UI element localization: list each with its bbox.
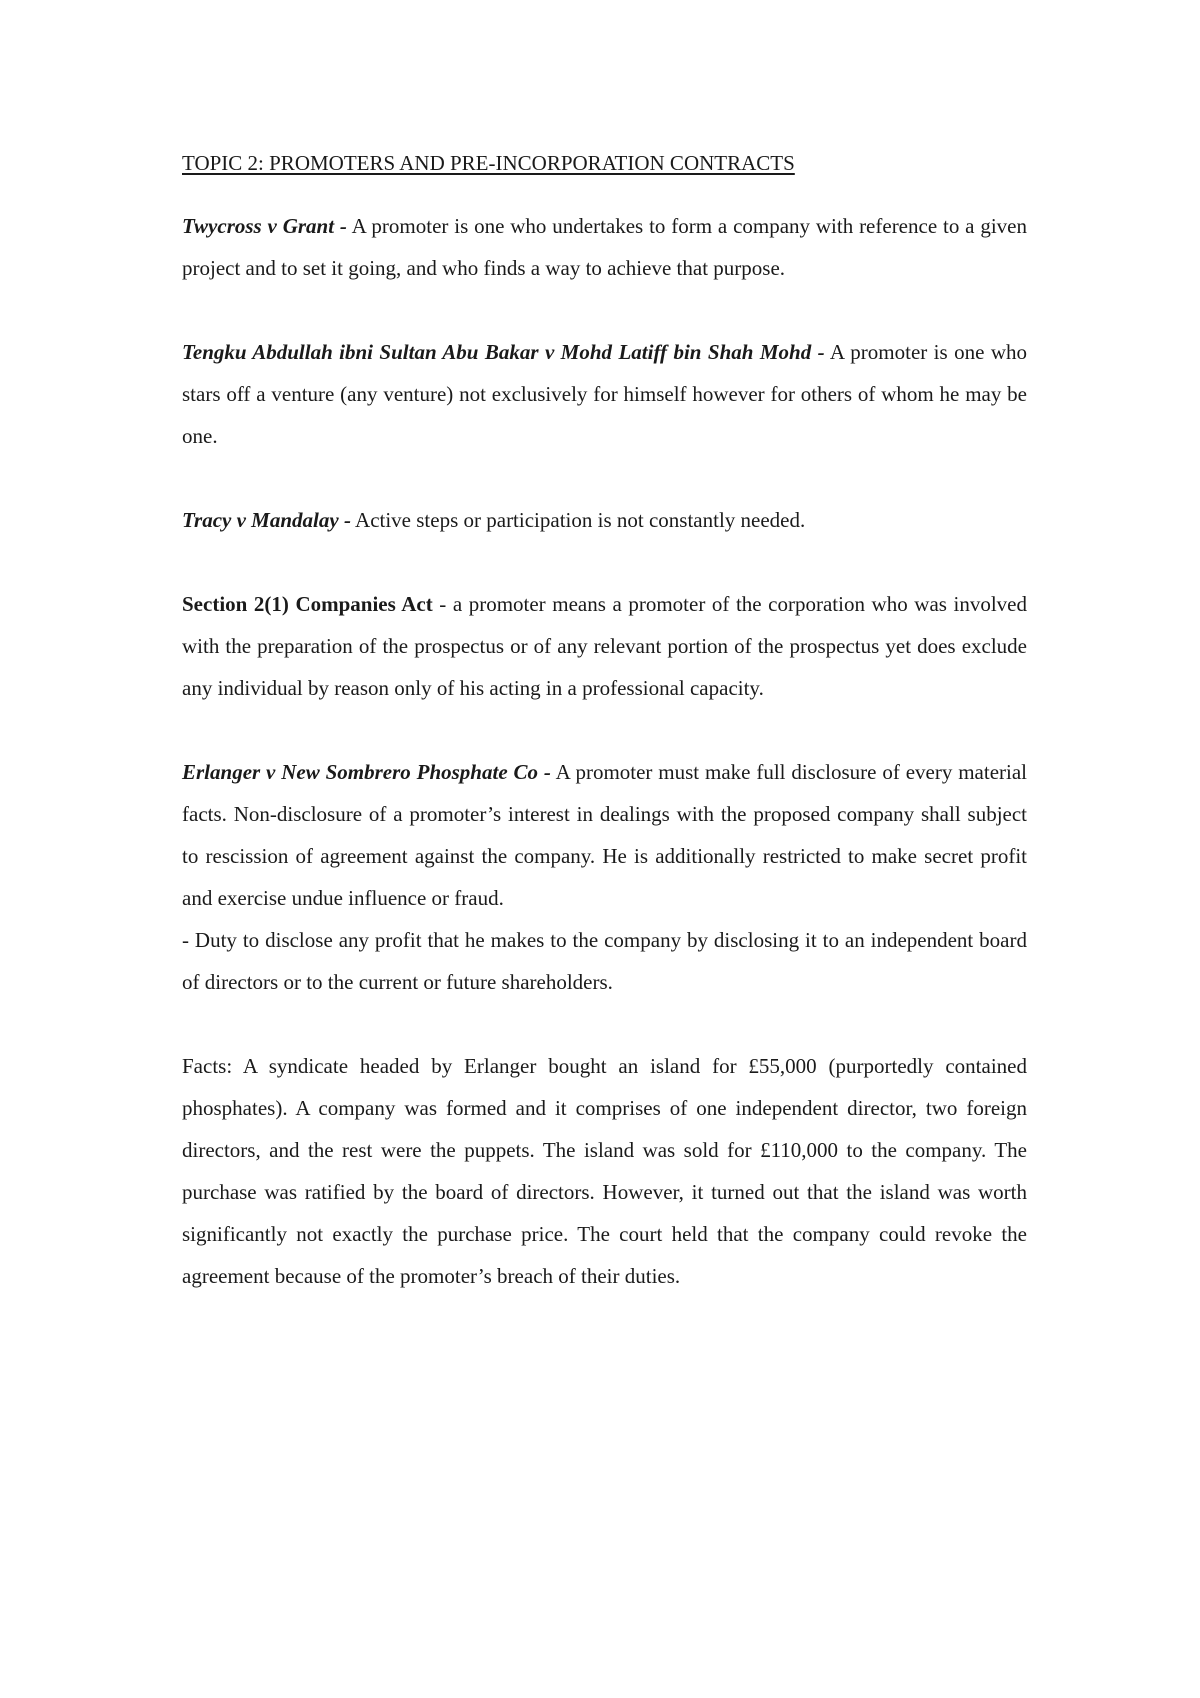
paragraph-twycross [182,205,1027,289]
page-title: TOPIC 2: PROMOTERS AND PRE-INCORPORATION CONTRACTS [182,151,795,175]
statute-reference: Section 2(1) Companies Act [182,592,433,616]
paragraph-text: A promoter must make full disclosure of every material facts. Non-disclosure of a promoter’s interest in dealings with the proposed company shall subject to rescission of agreement against the company. He is additionally restricted to make secret profit and exercise undue influence or fraud. [182,760,1028,910]
paragraph-text: Active steps or participation is not constantly needed. [350,508,806,532]
paragraph-erlanger [182,751,1027,919]
case-name: Erlanger v New Sombrero Phosphate Co - [182,760,551,784]
paragraph-text: A promoter is one who undertakes to form a company with reference to a given project and to set it going, and who finds a way to achieve that purpose. [182,214,1027,280]
paragraph-text: - a promoter means a promoter of the corporation who was involved with the preparation of the prospectus or of any relevant portion of the prospectus yet does exclude any individual by reason only of his acting in a professional capacity. [182,592,1027,700]
paragraph-erlanger-note [182,919,1027,1003]
paragraph-facts [182,1045,1027,1297]
paragraph-section-2-1 [182,583,1027,709]
case-name: Tengku Abdullah ibni Sultan Abu Bakar v Mohd Latiff bin Shah Mohd - [182,340,825,364]
paragraph-text: Facts: A syndicate headed by Erlanger bought an island for £55,000 (purportedly contained phosphates). A company was formed and it comprises of one independent director, two foreign directors, and the rest were the puppets. The island was sold for £110,000 to the company. The purchase was ratified by the board of directors. However, it turned out that the island was worth significantly not exactly the purchase price. The court held that the company could revoke the agreement because of the promoter’s breach of their duties. [182,1054,1027,1288]
case-name: Tracy v Mandalay - [182,508,351,532]
document-page [182,142,1027,1339]
case-name: Twycross v Grant - [182,214,347,238]
paragraph-tracy [182,499,1027,541]
paragraph-text: A promoter is one who stars off a venture (any venture) not exclusively for himself however for others of whom he may be one. [182,340,1027,448]
paragraph-tengku-abdullah [182,331,1027,457]
paragraph-text: - Duty to disclose any profit that he makes to the company by disclosing it to an independent board of directors or to the current or future shareholders. [182,928,1027,994]
